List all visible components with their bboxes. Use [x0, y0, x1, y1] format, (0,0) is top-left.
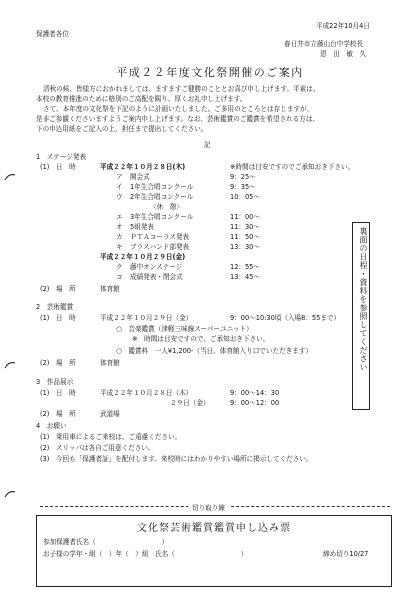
art-program: ○ 音楽鑑賞（津軽三味線スーパーユニット）	[116, 325, 253, 333]
school-name: 春日井市立藤山台中学校長	[284, 40, 364, 48]
art-place: 体育館	[100, 359, 120, 367]
intro-line: 清秋の候、皆様方におかれましては、ますますご健勝のこととお喜び申し上げます。平素は、	[43, 85, 320, 93]
row-label: (2) 場 所	[40, 410, 76, 418]
program-mark: ウ	[116, 193, 123, 201]
time-note: ※時間は目安ですのでご承知おき下さい。	[230, 163, 355, 171]
program-time: 10：05～	[230, 193, 260, 201]
row-label: (1) 日 時	[40, 163, 76, 171]
intro-line: 下の申込用紙をご記入の上、担任まで提出してください。	[36, 125, 208, 133]
program-name: 開会式	[130, 173, 150, 181]
addressee: 保護者各位	[36, 30, 69, 38]
side-note-box	[352, 222, 370, 410]
program-name: 成績発表・閉会式	[130, 273, 183, 281]
art-time: 9：00～10:30頃（入場8：55まで）	[230, 314, 341, 322]
program-name: 2年生合唱コンクール	[130, 193, 194, 201]
program-name: 藤中オンステージ	[130, 263, 183, 271]
program-time: 11：30～	[230, 223, 260, 231]
stage-day1: 平成２２年１０月２８日(木)	[100, 163, 186, 171]
program-name: 5組発表	[130, 223, 154, 231]
request-item: (2) スリッパは各自ご用意ください。	[40, 444, 155, 452]
stage-day2: 平成２２年１０月２９日(金)	[100, 253, 186, 261]
program-mark: ア	[116, 173, 123, 181]
program-mark: オ	[116, 223, 123, 231]
section-heading: 1 ステージ発表	[36, 153, 87, 161]
form-child-line[interactable]: お子様の学年・組（ ）年（ ）組 氏名（ ）	[43, 550, 248, 558]
application-form	[36, 515, 392, 587]
program-time: 12：55～	[230, 263, 260, 271]
exhibit-time2: 9：00～12：00	[230, 399, 280, 407]
exhibit-time1: 9：00～14：30	[230, 389, 280, 397]
row-label: (2) 場 所	[40, 285, 76, 293]
section-heading: 2 芸術鑑賞	[36, 303, 74, 311]
issue-date: 平成22年10月4日	[316, 22, 370, 30]
row-label: (1) 日 時	[40, 389, 76, 397]
program-name: ＰＴＡコーラス発表	[130, 233, 190, 241]
program-time: 11：00～	[230, 213, 260, 221]
program-time: 13：30～	[230, 243, 260, 251]
program-mark: ク	[116, 263, 123, 271]
art-fee: ○ 鑑賞料 一人¥1,200-（当日、体育館入り口でいただきます）	[116, 347, 313, 355]
program-time: 13：45～	[230, 273, 260, 281]
exhibit-date2: ２９日（金）	[170, 399, 210, 407]
request-item: (1) 乗用車によるご来校は、ご遠慮ください。	[40, 433, 182, 441]
principal-name: 恩 田 敏 久	[320, 50, 367, 58]
ki-heading: 記	[204, 141, 211, 149]
break-label: 〈休 憩〉	[150, 203, 183, 211]
row-label: (2) 場 所	[40, 359, 76, 367]
exhibit-date1: 平成２２年１０月２８日（木）	[100, 389, 193, 397]
cut-label: 切り取り線	[188, 502, 229, 512]
punch-hole-mark	[4, 489, 16, 499]
punch-hole-mark	[4, 172, 16, 182]
program-mark: カ	[116, 233, 123, 241]
exhibit-place: 武道場	[100, 410, 120, 418]
program-mark: キ	[116, 243, 123, 251]
program-name: 3年生合唱コンクール	[130, 213, 194, 221]
punch-hole-mark	[4, 360, 16, 370]
program-name: 1年生合唱コンクール	[130, 183, 194, 191]
form-deadline: 締め切り10/27	[323, 550, 369, 558]
section-heading: 3 作品展示	[36, 378, 74, 386]
intro-line: 是非ご参観くださいますようご案内申し上げます。なお、芸術鑑賞のご鑑賞を希望される方は、	[36, 115, 320, 123]
intro-line: さて、本年度の文化祭を下記のように計画いたしました。ご多用のところとは存じますが、	[43, 105, 314, 113]
program-time: 11：50～	[230, 233, 260, 241]
program-name: ブラスバンド部発表	[130, 243, 190, 251]
page-title: 平成２２年度文化祭開催のご案内	[116, 66, 304, 79]
program-time: 9：35～	[230, 183, 256, 191]
program-mark: コ	[116, 273, 123, 281]
program-mark: エ	[116, 213, 123, 221]
row-label: (1) 日 時	[40, 314, 76, 322]
request-item: (3) 今回も「保護者証」を配付します。来校時にはわかりやすい場所に掲示してください。	[40, 455, 313, 463]
program-mark: イ	[116, 183, 123, 191]
art-note: ※ 時間は目安ですので、ご承知おき下さい。	[132, 335, 270, 343]
stage-place: 体育館	[100, 285, 120, 293]
section-heading: 4 お願い	[36, 422, 67, 430]
art-date: 平成２２年１０月２９日（金）	[100, 314, 193, 322]
intro-paragraph	[36, 84, 396, 134]
program-time: 9：25～	[230, 173, 256, 181]
form-title: 文化祭芸術鑑賞鑑賞申し込み票	[137, 523, 291, 534]
form-parent-name-line[interactable]: 参加保護者氏名（ ）	[43, 538, 169, 546]
side-note-text: 裏面の日程・資料を参照してください	[359, 227, 368, 372]
intro-line: 本校の教育推進のために格別のご高配を賜り、厚くお礼申し上げます。	[36, 95, 247, 103]
